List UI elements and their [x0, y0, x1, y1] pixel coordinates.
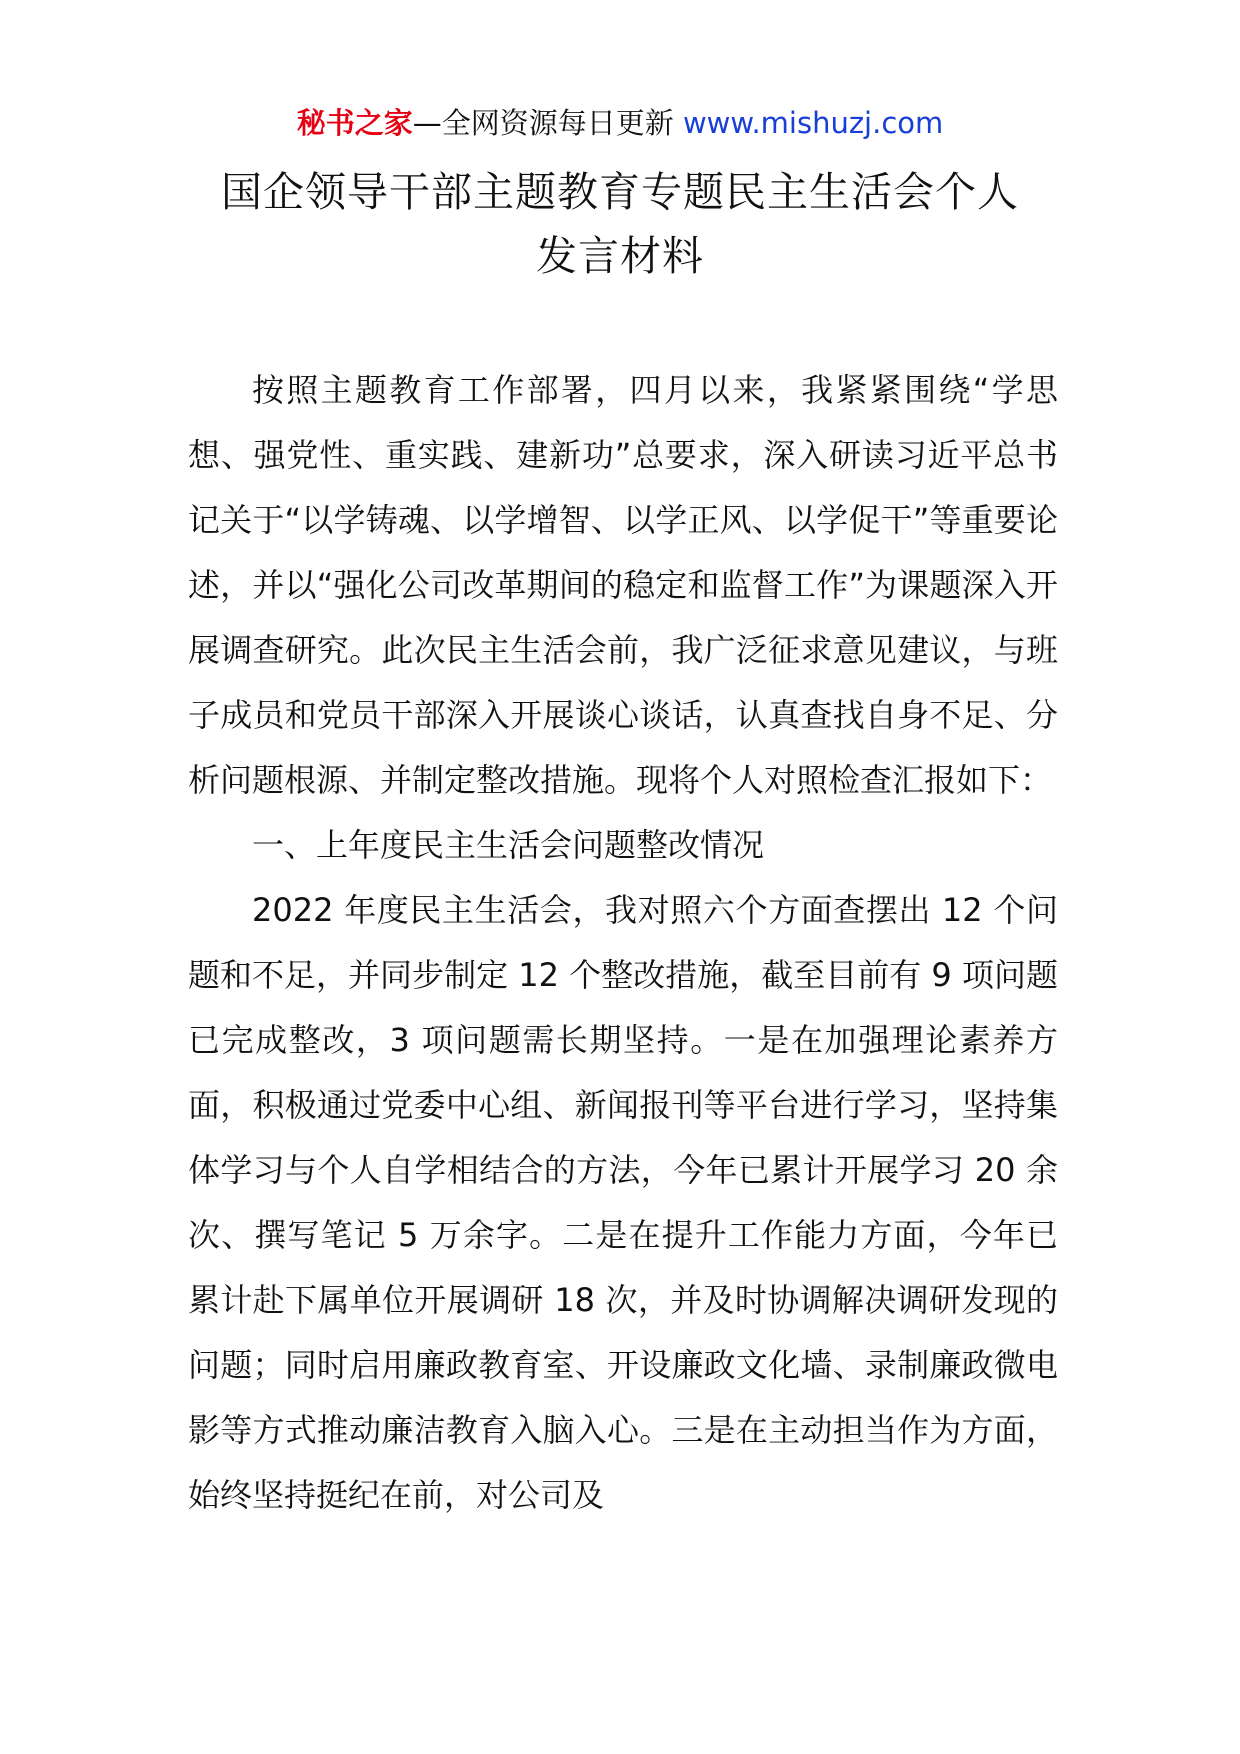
- website-link[interactable]: www.mishuzj.com: [682, 106, 944, 140]
- body-paragraph: 2022 年度民主生活会，我对照六个方面查摆出 12 个问题和不足，并同步制定 12 个整改措施，截至目前有 9 项问题已完成整改，3 项问题需长期坚持。一是在加强理论素养方面，积极通过党委中心组、新闻报刊等平台进行学习，坚持集体学习与个人自学相结合的方法，今年已累计开展学习 20 余次、撰写笔记 5 万余字。二是在提升工作能力方面，今年已累计赴下属单位开展调研 18 次，并及时协调解决调研发现的问题；同时启用廉政教育室、开设廉政文化墙、录制廉政微电影等方式推动廉洁教育入脑入心。三是在主动担当作为方面，始终坚持挺纪在前，对公司及: [188, 891, 1058, 1514]
- title-line-2: 发言材料: [536, 232, 704, 280]
- section-heading: 一、上年度民主生活会问题整改情况: [252, 826, 765, 864]
- brand-name: 秘书之家: [296, 106, 413, 140]
- document-title: [180, 160, 1060, 288]
- title-line-1: 国企领导干部主题教育专题民主生活会个人: [221, 168, 1019, 216]
- source-header: [0, 103, 1240, 143]
- document-body: [188, 358, 1058, 1528]
- header-tagline: —全网资源每日更新: [412, 106, 683, 140]
- intro-paragraph: 按照主题教育工作部署，四月以来，我紧紧围绕“学思想、强党性、重实践、建新功”总要求，深入研读习近平总书记关于“以学铸魂、以学增智、以学正风、以学促干”等重要论述，并以“强化公司改革期间的稳定和监督工作”为课题深入开展调查研究。此次民主生活会前，我广泛征求意见建议，与班子成员和党员干部深入开展谈心谈话，认真查找自身不足、分析问题根源、并制定整改措施。现将个人对照检查汇报如下：: [188, 371, 1058, 799]
